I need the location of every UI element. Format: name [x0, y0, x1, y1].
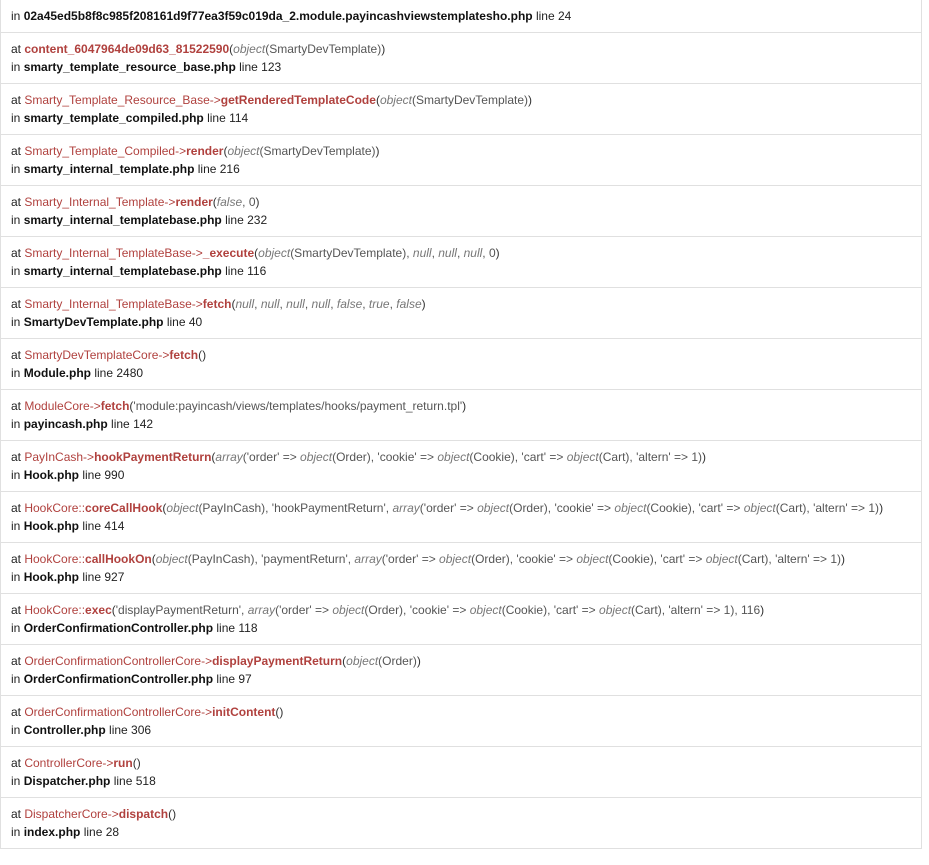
trace-file: OrderConfirmationController.php	[23, 621, 214, 635]
at-label: at	[11, 552, 25, 566]
trace-frame	[1, 492, 921, 543]
trace-frame	[1, 135, 921, 186]
trace-class: Smarty_Internal_TemplateBase	[24, 246, 192, 260]
in-label: in	[11, 468, 24, 482]
trace-file: smarty_internal_template.php	[23, 162, 195, 176]
at-label: at	[11, 93, 25, 107]
trace-frame	[1, 798, 921, 849]
trace-location	[11, 211, 911, 229]
trace-args: 'module:payincash/views/templates/hooks/payment_return.tpl'	[133, 399, 463, 413]
trace-location	[11, 262, 911, 280]
trace-class: Smarty_Internal_TemplateBase	[24, 297, 192, 311]
trace-call: at Smarty_Template_Compiled->render(object(SmartyDevTemplate))	[11, 144, 380, 158]
trace-location	[11, 364, 911, 382]
trace-frame	[1, 84, 921, 135]
trace-call: at OrderConfirmationControllerCore->initContent()	[11, 705, 284, 719]
trace-call: at SmartyDevTemplateCore->fetch()	[11, 348, 207, 362]
at-label: at	[11, 603, 25, 617]
trace-operator: ->	[175, 144, 187, 158]
at-label: at	[11, 450, 25, 464]
in-label: in	[11, 366, 24, 380]
trace-method: run	[113, 756, 133, 770]
at-label: at	[11, 348, 25, 362]
trace-location	[11, 7, 911, 25]
trace-location	[11, 568, 911, 586]
trace-location	[11, 772, 911, 790]
at-label: at	[11, 399, 25, 413]
trace-class: ModuleCore	[24, 399, 90, 413]
trace-method: initContent	[212, 705, 276, 719]
trace-operator: ->	[158, 348, 170, 362]
in-label: in	[11, 621, 24, 635]
trace-class: OrderConfirmationControllerCore	[24, 705, 202, 719]
trace-frame	[1, 0, 921, 33]
trace-file: index.php	[23, 825, 81, 839]
trace-line: line 142	[107, 417, 154, 431]
trace-method: dispatch	[118, 807, 169, 821]
trace-frame	[1, 390, 921, 441]
trace-method: fetch	[100, 399, 130, 413]
trace-operator: ::	[78, 552, 86, 566]
at-label: at	[11, 705, 25, 719]
trace-location	[11, 415, 911, 433]
trace-operator: ->	[191, 297, 203, 311]
trace-call: at DispatcherCore->dispatch()	[11, 807, 177, 821]
trace-call: at Smarty_Internal_TemplateBase->_execute(object(SmartyDevTemplate), null, null, null, 0)	[11, 246, 500, 260]
trace-args: object(SmartyDevTemplate)	[233, 42, 382, 56]
trace-args: null, null, null, null, false, true, false	[235, 297, 422, 311]
trace-call: at HookCore::coreCallHook(object(PayInCash), 'hookPaymentReturn', array('order' => object(Order), 'cookie' => object(Cookie), 'cart' => object(Cart), 'altern' => 1))	[11, 501, 884, 515]
trace-operator: ->	[201, 654, 213, 668]
trace-method: displayPaymentReturn	[212, 654, 343, 668]
trace-file: payincash.php	[23, 417, 108, 431]
trace-operator: ::	[78, 603, 86, 617]
trace-location	[11, 109, 911, 127]
trace-call: at HookCore::callHookOn(object(PayInCash), 'paymentReturn', array('order' => object(Order), 'cookie' => object(Cookie), 'cart' => object(Cart), 'altern' => 1))	[11, 552, 846, 566]
trace-class: HookCore	[24, 552, 79, 566]
in-label: in	[11, 723, 24, 737]
trace-frame	[1, 288, 921, 339]
trace-line: line 232	[221, 213, 268, 227]
trace-location	[11, 58, 911, 76]
trace-line: line 114	[203, 111, 249, 125]
trace-file: smarty_internal_templatebase.php	[23, 213, 222, 227]
trace-method: content_6047964de09d63_81522590	[24, 42, 230, 56]
trace-operator: ->	[209, 93, 221, 107]
trace-call: at ModuleCore->fetch('module:payincash/views/templates/hooks/payment_return.tpl')	[11, 399, 467, 413]
in-label: in	[11, 774, 24, 788]
at-label: at	[11, 246, 25, 260]
in-label: in	[11, 9, 24, 23]
in-label: in	[11, 519, 24, 533]
trace-file: Hook.php	[23, 570, 80, 584]
trace-frame	[1, 339, 921, 390]
trace-file: OrderConfirmationController.php	[23, 672, 214, 686]
at-label: at	[11, 807, 25, 821]
trace-operator: ->	[89, 399, 101, 413]
trace-file: 02a45ed5b8f8c985f208161d9f77ea3f59c019da_2.module.payincashviewstemplatesho.php	[23, 9, 533, 23]
trace-file: smarty_internal_templatebase.php	[23, 264, 222, 278]
trace-class: SmartyDevTemplateCore	[24, 348, 159, 362]
trace-args: object(SmartyDevTemplate)	[379, 93, 528, 107]
in-label: in	[11, 111, 24, 125]
trace-operator: ->	[83, 450, 95, 464]
at-label: at	[11, 756, 25, 770]
trace-call: at ControllerCore->run()	[11, 756, 141, 770]
trace-args: object(Order)	[346, 654, 417, 668]
trace-operator: ->	[107, 807, 119, 821]
trace-line: line 123	[235, 60, 282, 74]
trace-class: ControllerCore	[24, 756, 103, 770]
trace-line: line 97	[213, 672, 252, 686]
in-label: in	[11, 315, 24, 329]
in-label: in	[11, 417, 24, 431]
trace-call: at Smarty_Internal_Template->render(false, 0)	[11, 195, 260, 209]
trace-file: Dispatcher.php	[23, 774, 111, 788]
trace-frame	[1, 237, 921, 288]
trace-frame	[1, 696, 921, 747]
trace-args: object(SmartyDevTemplate), null, null, null, 0	[258, 246, 496, 260]
trace-location	[11, 670, 911, 688]
at-label: at	[11, 654, 25, 668]
trace-args: false, 0	[216, 195, 256, 209]
trace-location	[11, 517, 911, 535]
trace-line: line 990	[79, 468, 125, 482]
trace-line: line 116	[221, 264, 267, 278]
trace-frame	[1, 441, 921, 492]
trace-method: _execute	[202, 246, 255, 260]
at-label: at	[11, 144, 25, 158]
trace-args: object(PayInCash), 'paymentReturn', array('order' => object(Order), 'cookie' => object(Cookie), 'cart' => object(Cart), 'altern' => 1)	[155, 552, 842, 566]
trace-operator: ->	[102, 756, 114, 770]
in-label: in	[11, 570, 24, 584]
in-label: in	[11, 825, 24, 839]
at-label: at	[11, 195, 25, 209]
trace-args: object(SmartyDevTemplate)	[227, 144, 376, 158]
trace-class: HookCore	[24, 603, 79, 617]
in-label: in	[11, 672, 24, 686]
trace-class: Smarty_Template_Resource_Base	[24, 93, 210, 107]
trace-line: line 40	[163, 315, 203, 329]
trace-method: hookPaymentReturn	[94, 450, 212, 464]
trace-method: exec	[85, 603, 112, 617]
trace-call: at Smarty_Template_Resource_Base->getRenderedTemplateCode(object(SmartyDevTemplate))	[11, 93, 532, 107]
at-label: at	[11, 42, 25, 56]
trace-file: Hook.php	[23, 468, 80, 482]
trace-method: fetch	[169, 348, 199, 362]
trace-method: render	[175, 195, 213, 209]
trace-line: line 306	[105, 723, 152, 737]
trace-line: line 24	[532, 9, 572, 23]
trace-frame	[1, 33, 921, 84]
trace-line: line 2480	[91, 366, 144, 380]
trace-line: line 414	[79, 519, 125, 533]
trace-args: object(PayInCash), 'hookPaymentReturn', array('order' => object(Order), 'cookie' => object(Cookie), 'cart' => object(Cart), 'altern' => 1)	[166, 501, 880, 515]
trace-location	[11, 823, 911, 841]
in-label: in	[11, 60, 24, 74]
trace-location	[11, 313, 911, 331]
trace-frame	[1, 594, 921, 645]
trace-class: HookCore	[24, 501, 79, 515]
trace-method: getRenderedTemplateCode	[220, 93, 376, 107]
trace-method: fetch	[202, 297, 232, 311]
trace-args: 'displayPaymentReturn', array('order' => object(Order), 'cookie' => object(Cookie), 'cart' => object(Cart), 'altern' => 1), 116	[115, 603, 761, 617]
trace-call: at content_6047964de09d63_81522590(object(SmartyDevTemplate))	[11, 42, 386, 56]
trace-frame	[1, 186, 921, 237]
trace-frame	[1, 543, 921, 594]
trace-location	[11, 160, 911, 178]
trace-call: at HookCore::exec('displayPaymentReturn', array('order' => object(Order), 'cookie' => object(Cookie), 'cart' => object(Cart), 'altern' => 1), 116)	[11, 603, 765, 617]
trace-method: coreCallHook	[85, 501, 163, 515]
trace-class: Smarty_Template_Compiled	[24, 144, 176, 158]
trace-file: Hook.php	[23, 519, 80, 533]
trace-call: at Smarty_Internal_TemplateBase->fetch(null, null, null, null, false, true, false)	[11, 297, 426, 311]
trace-frame	[1, 747, 921, 798]
trace-line: line 216	[194, 162, 240, 176]
trace-file: smarty_template_compiled.php	[23, 111, 204, 125]
trace-class: PayInCash	[24, 450, 84, 464]
trace-line: line 28	[80, 825, 120, 839]
trace-operator: ->	[201, 705, 213, 719]
trace-method: callHookOn	[85, 552, 152, 566]
trace-call: at PayInCash->hookPaymentReturn(array('order' => object(Order), 'cookie' => object(Cookie), 'cart' => object(Cart), 'altern' => 1))	[11, 450, 707, 464]
trace-line: line 118	[213, 621, 258, 635]
trace-file: Module.php	[23, 366, 92, 380]
trace-frame	[1, 645, 921, 696]
trace-line: line 518	[110, 774, 156, 788]
trace-class: DispatcherCore	[24, 807, 108, 821]
trace-class: Smarty_Internal_Template	[24, 195, 165, 209]
trace-location	[11, 721, 911, 739]
in-label: in	[11, 162, 24, 176]
trace-call: at OrderConfirmationControllerCore->displayPaymentReturn(object(Order))	[11, 654, 421, 668]
trace-operator: ->	[164, 195, 176, 209]
at-label: at	[11, 501, 25, 515]
trace-class: OrderConfirmationControllerCore	[24, 654, 202, 668]
at-label: at	[11, 297, 25, 311]
trace-method: render	[186, 144, 224, 158]
trace-operator: ->	[191, 246, 203, 260]
trace-line: line 927	[79, 570, 125, 584]
trace-file: smarty_template_resource_base.php	[23, 60, 236, 74]
trace-args: array('order' => object(Order), 'cookie' => object(Cookie), 'cart' => object(Cart), 'altern' => 1)	[215, 450, 703, 464]
trace-file: SmartyDevTemplate.php	[23, 315, 164, 329]
in-label: in	[11, 213, 24, 227]
trace-location	[11, 466, 911, 484]
trace-file: Controller.php	[23, 723, 106, 737]
trace-operator: ::	[78, 501, 86, 515]
in-label: in	[11, 264, 24, 278]
trace-location	[11, 619, 911, 637]
